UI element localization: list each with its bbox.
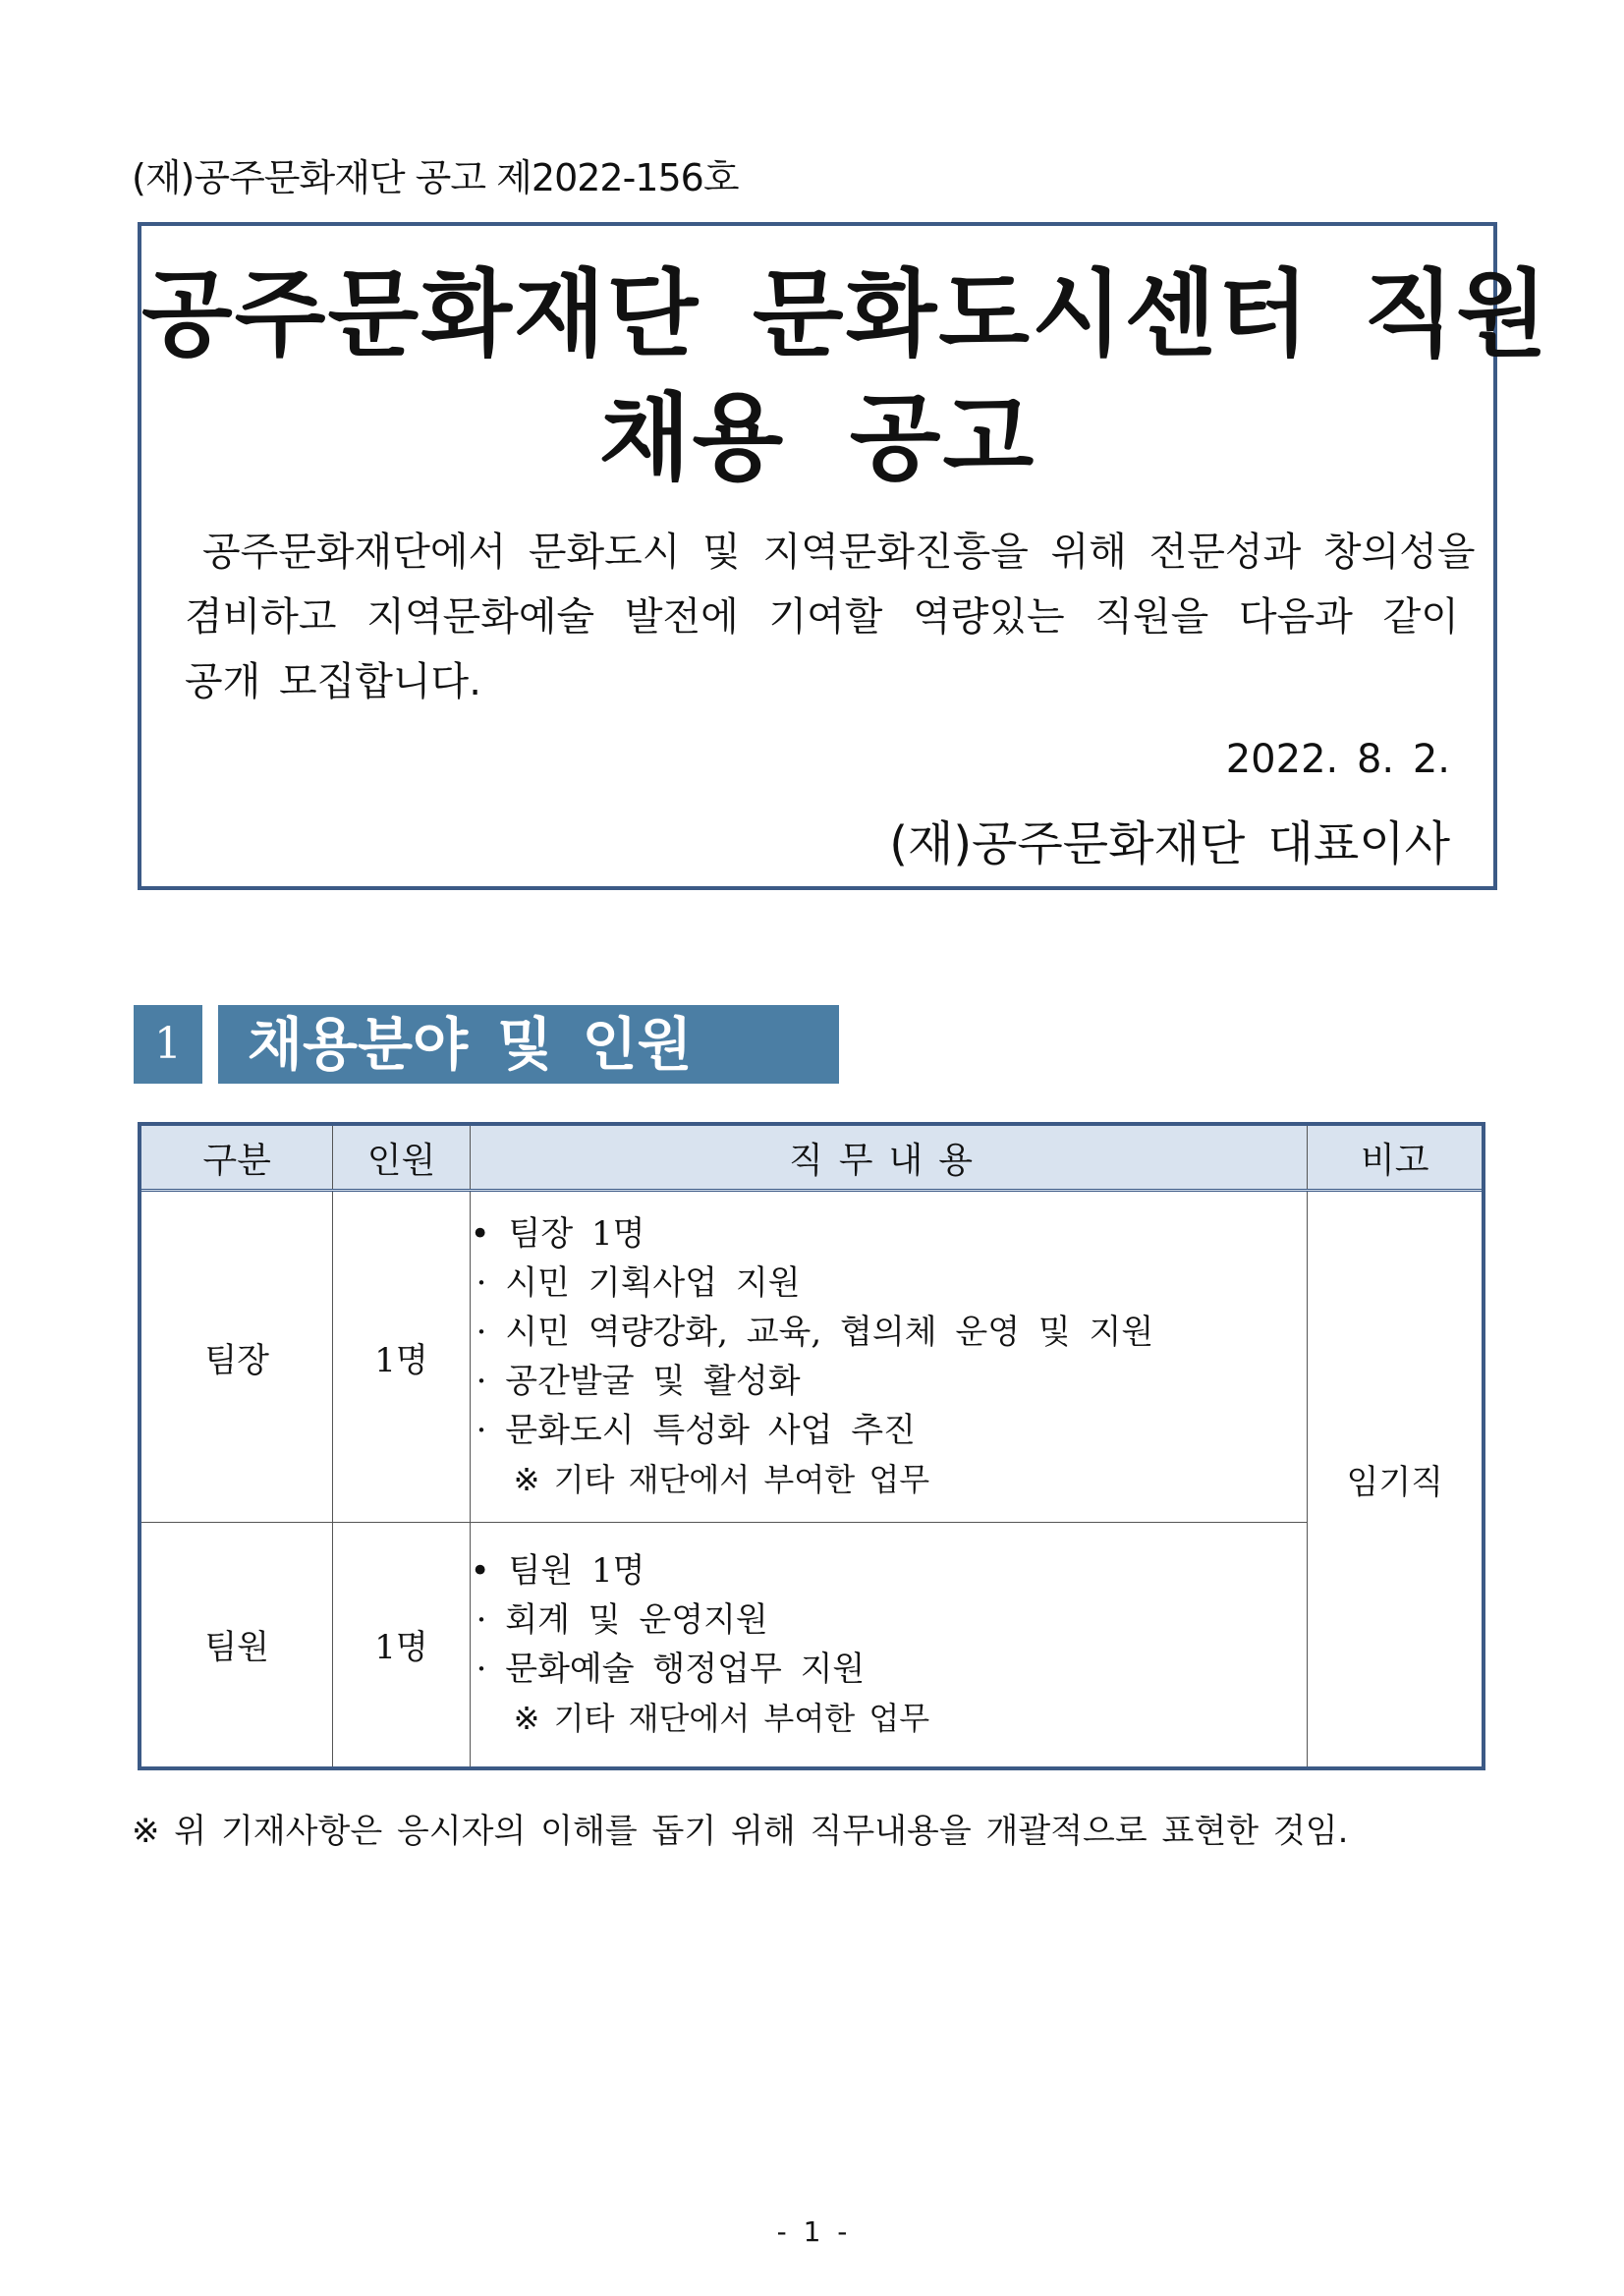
intro-line2: 겸비하고 지역문화예술 발전에 기여할 역량있는 직원을 다음과 같이 xyxy=(185,594,1459,640)
duty-item: · 문화도시 특성화 사업 추진 xyxy=(476,1411,916,1450)
notice-date: 2022. 8. 2. xyxy=(1225,737,1450,782)
row-remarks: 임기직 xyxy=(1308,1191,1484,1768)
intro-line3: 공개 모집합니다. xyxy=(185,659,481,704)
table-row xyxy=(140,1191,1484,1523)
jobs-table xyxy=(138,1122,1485,1770)
header-remarks: 비고 xyxy=(1308,1124,1484,1191)
duty-item: · 시민 역량강화, 교육, 협의체 운영 및 지원 xyxy=(476,1313,1154,1352)
duty-item: · 회계 및 운영지원 xyxy=(476,1599,768,1640)
row-count: 1명 xyxy=(333,1523,470,1768)
notice-number: (재)공주문화재단 공고 제2022-156호 xyxy=(132,156,739,199)
table-row xyxy=(140,1523,1484,1768)
row-count: 1명 xyxy=(333,1191,470,1523)
duty-heading: • 팀원 1명 xyxy=(470,1550,645,1591)
intro-line1: 공주문화재단에서 문화도시 및 지역문화진흥을 위해 전문성과 창의성을 xyxy=(202,530,1476,575)
row-category: 팀원 xyxy=(140,1523,333,1768)
header-count: 인원 xyxy=(333,1124,470,1191)
duty-heading: • 팀장 1명 xyxy=(470,1214,645,1254)
duty-note: ※ 기타 재단에서 부여한 업무 xyxy=(513,1461,930,1498)
header-duties: 직무내용 xyxy=(470,1124,1308,1191)
row-duties xyxy=(470,1523,1308,1768)
row-duties xyxy=(470,1191,1308,1523)
page-title-line1: 공주문화재단 문화도시센터 직원 xyxy=(141,259,1550,369)
duty-item: · 공간발굴 및 활성화 xyxy=(476,1362,801,1401)
header-category: 구분 xyxy=(140,1124,333,1191)
page-title-line2: 채용 공고 xyxy=(598,383,1036,493)
footnote: ※ 위 기재사항은 응시자의 이해를 돕기 위해 직무내용을 개괄적으로 표현한 것임. xyxy=(132,1812,1349,1851)
issuer: (재)공주문화재단 대표이사 xyxy=(889,816,1450,871)
duty-item: · 문화예술 행정업무 지원 xyxy=(476,1649,866,1689)
row-category: 팀장 xyxy=(140,1191,333,1523)
table-header-row xyxy=(140,1124,1484,1191)
duty-note: ※ 기타 재단에서 부여한 업무 xyxy=(513,1699,930,1737)
section-title: 채용분야 및 인원 xyxy=(218,1005,839,1084)
title-box xyxy=(138,222,1550,890)
section-number: 1 xyxy=(134,1005,202,1084)
page-number: - 1 - xyxy=(776,2215,848,2248)
duty-item: · 시민 기획사업 지원 xyxy=(476,1263,801,1303)
